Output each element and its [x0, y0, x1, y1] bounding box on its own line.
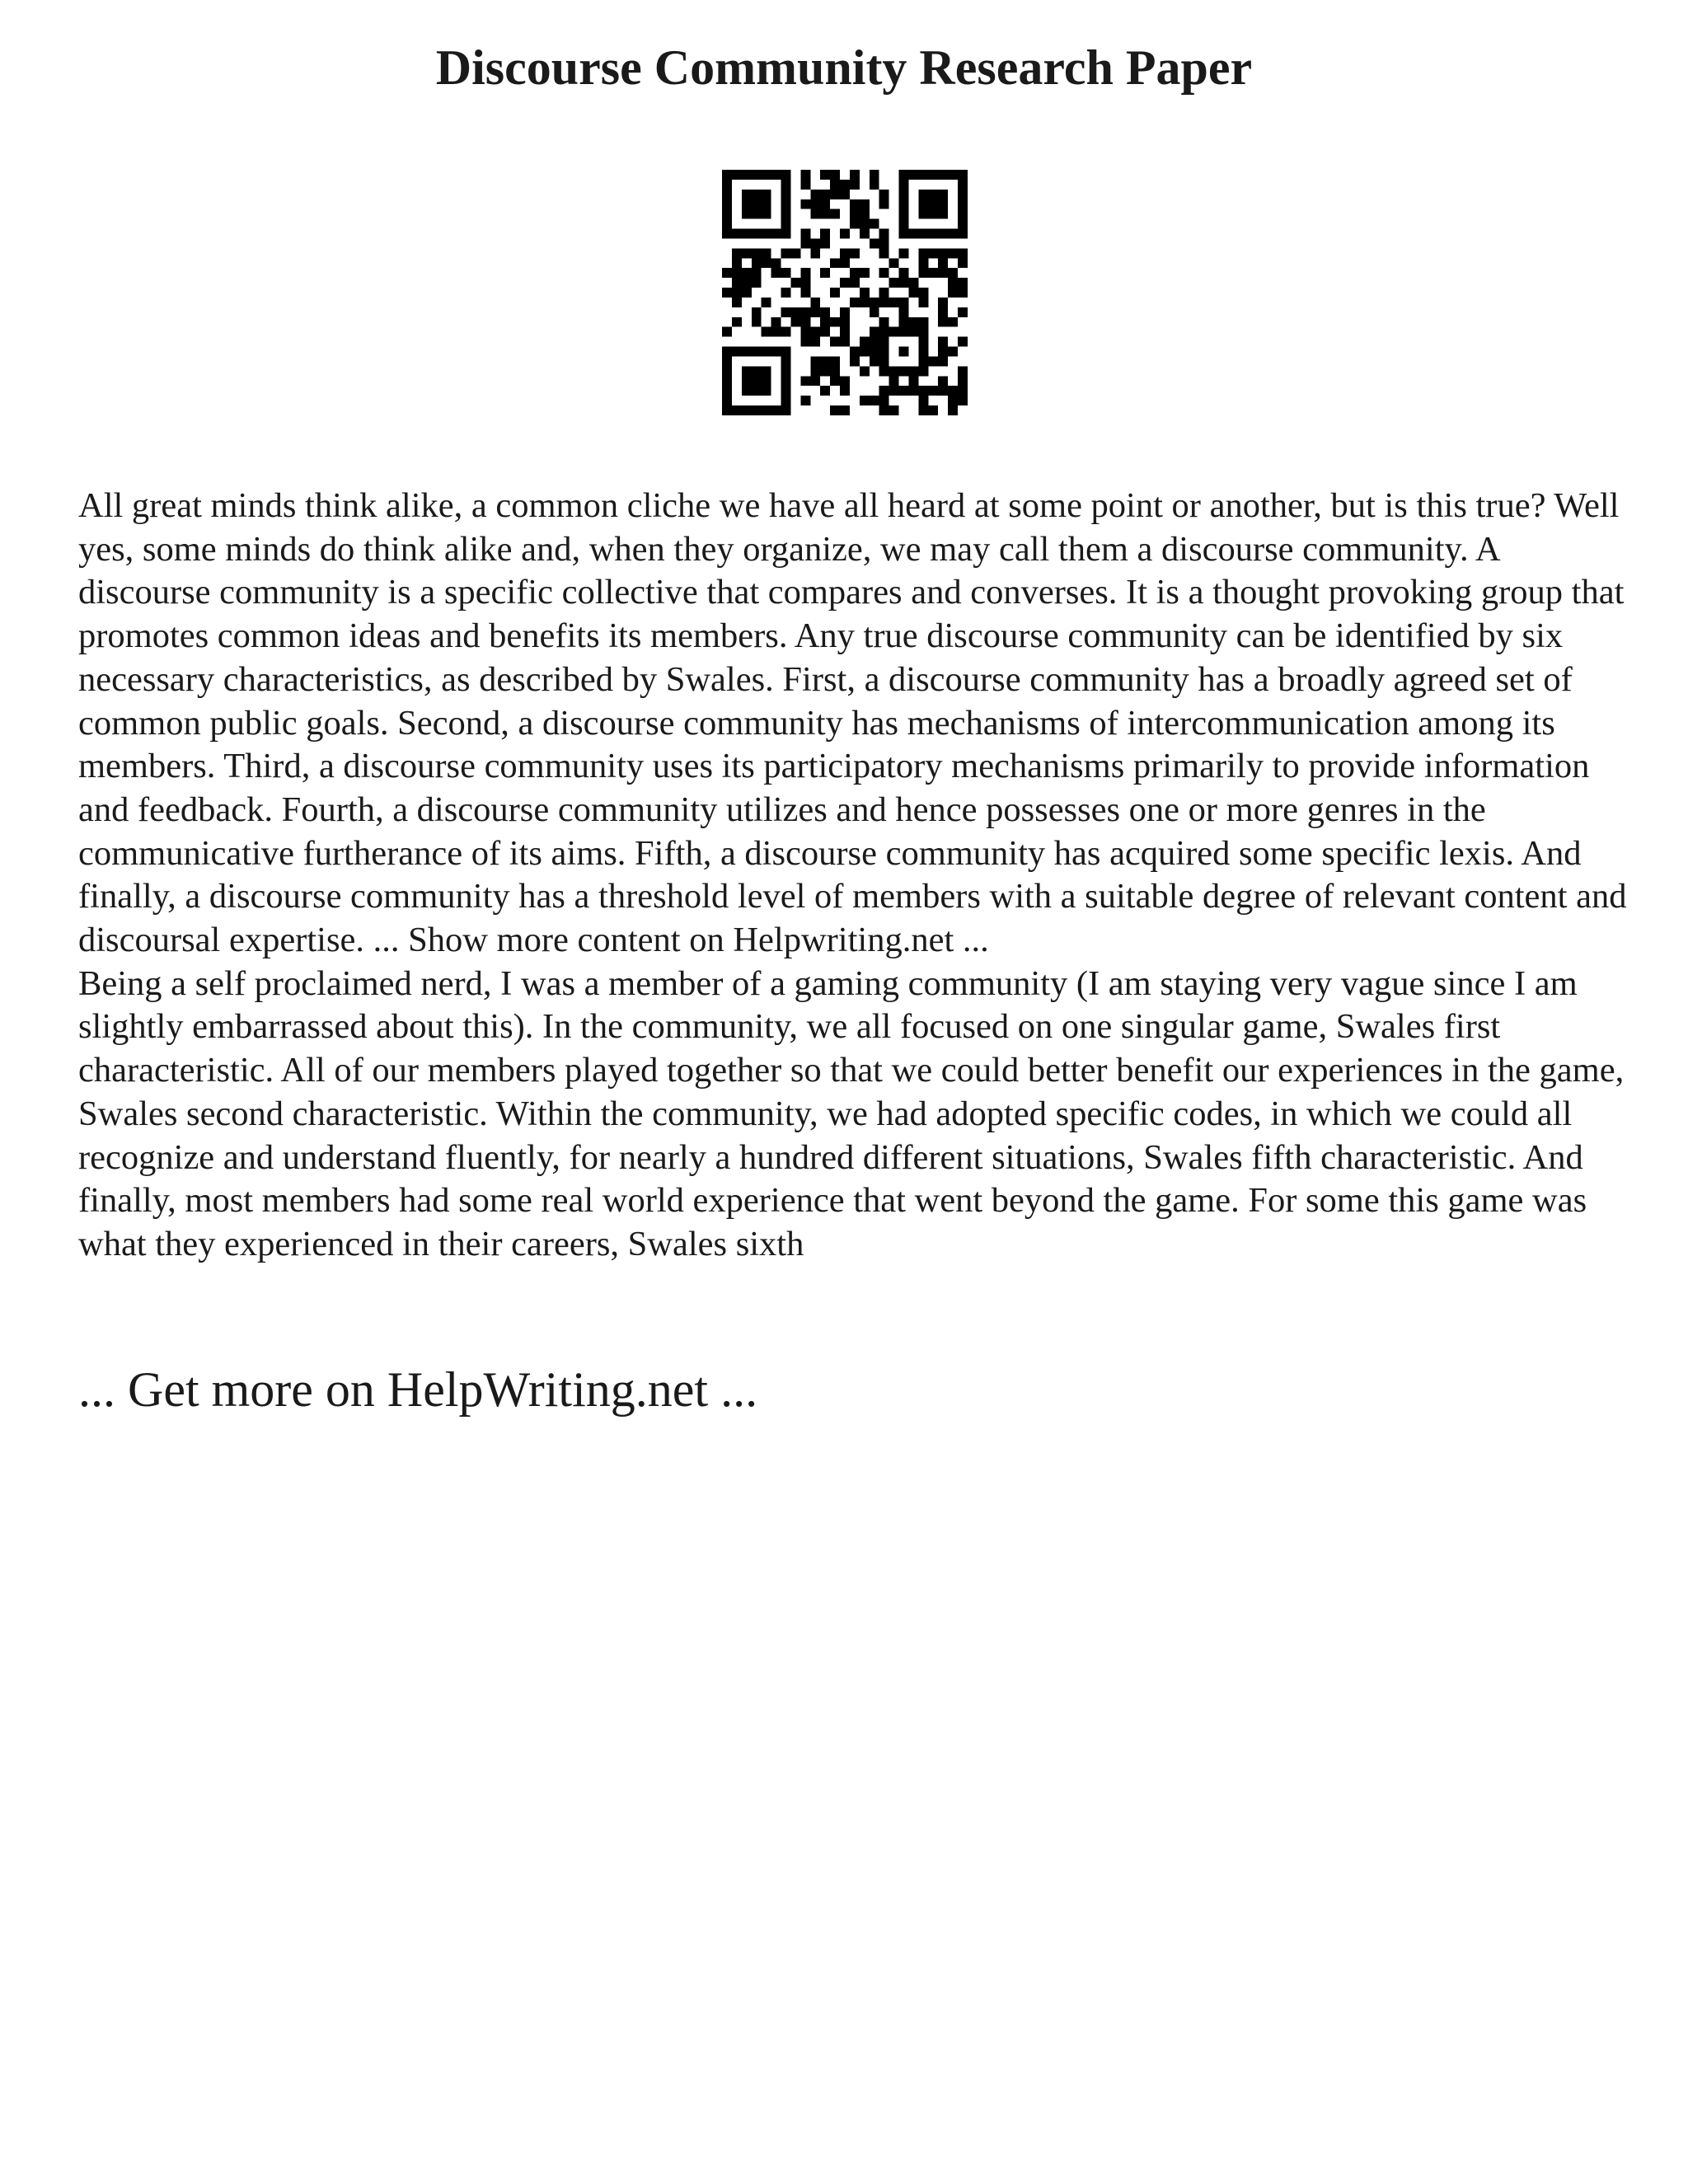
paragraph-2: Being a self proclaimed nerd, I was a member of a gaming community (I am staying very vague since I am slightly embarrassed about this). In the community, we all focused on one singular game, Swales first characteristic. All of our members played together so that we could better benefit our experiences in the game, Swales second characteristic. Within the community, we had adopted specific codes, in which we could all recognize and understand fluently, for nearly a hundred different situations, Swales fifth characteristic. And finally, most members had some real world experience that went beyond the game. For some this game was what they experienced in their careers, Swales sixth: [78, 963, 1625, 1263]
body-text: [78, 485, 1628, 1267]
page-title: Discourse Community Research Paper: [435, 40, 1253, 95]
qr-code-icon: [722, 170, 968, 415]
paragraph-1: All great minds think alike, a common cliche we have all heard at some point or another, but is this true? Well yes, some minds do think alike and, when they organize, we may call them a discourse community. A discourse community is a specific collective that compares and converses. It is a thought provoking group that promotes common ideas and benefits its members. Any true discourse community can be identified by six necessary characteristics, as described by Swales. First, a discourse community has a broadly agreed set of common public goals. Second, a discourse community has mechanisms of intercommunication among its members. Third, a discourse community uses its participatory mechanisms primarily to provide information and feedback. Fourth, a discourse community utilizes and hence possesses one or more genres in the communicative furtherance of its aims. Fifth, a discourse community has acquired some specific lexis. And finally, a discourse community has a threshold level of members with a suitable degree of relevant content and discoursal expertise. ... Show more content on Helpwriting.net ...: [78, 486, 1627, 960]
get-more-link[interactable]: ... Get more on HelpWriting.net ...: [78, 1362, 758, 1417]
